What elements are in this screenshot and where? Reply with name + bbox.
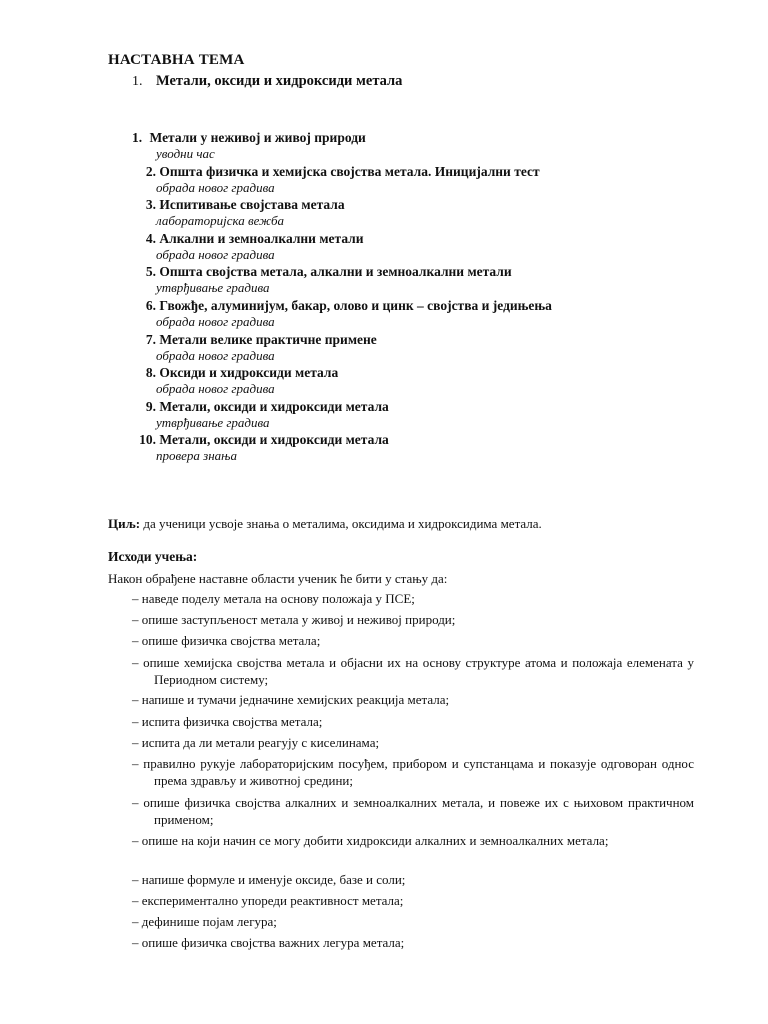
lesson-number: 3. [145, 197, 156, 213]
topic-line [132, 73, 402, 90]
lesson-number: 4. [145, 230, 156, 246]
lesson-title: Метали, оксиди и хидроксиди метала [159, 432, 389, 448]
lesson-title: Алкални и земноалкални метали [159, 230, 364, 246]
outcomes-heading: Исходи учења: [108, 549, 198, 564]
lesson-item [128, 164, 648, 198]
lesson-item [128, 231, 648, 265]
outcome-item: – напише формуле и именује оксиде, базе и соли; [132, 872, 406, 887]
lesson-type: утврђивање градива [156, 280, 270, 296]
goal-line [108, 516, 542, 532]
outcome-item: – опише хемијска својства метала и објасни их на основу структуре атома и положаја елемената у Периодном систему; [132, 655, 694, 687]
lesson-type: обрада новог градива [156, 179, 275, 195]
lesson-number: 9. [145, 398, 156, 414]
lesson-type: обрада новог градива [156, 381, 275, 397]
outcome-item: – опише физичка својства алкалних и земноалкалних метала, и повеже их с њиховом практичном применом; [132, 795, 694, 827]
lesson-type: обрада новог градива [156, 246, 275, 262]
lesson-number: 1. [132, 130, 143, 145]
lesson-title: Општа својства метала, алкални и земноалкални метали [159, 264, 512, 280]
lesson-title: Метали, оксиди и хидроксиди метала [159, 398, 389, 414]
lesson-type: лабораторијска вежба [156, 213, 285, 229]
lesson-item [128, 298, 648, 332]
lesson-item [128, 432, 648, 466]
lesson-number: 5. [145, 264, 156, 280]
outcome-item: – дефинише појам легура; [132, 914, 277, 929]
outcome-item: – правилно рукује лабораторијским посуђем, прибором и супстанцама и показује одговоран однос према здрављу и животној средини; [132, 756, 694, 788]
lesson-number: 2. [145, 163, 156, 179]
outcome-item: – наведе поделу метала на основу положаја у ПСЕ; [132, 591, 415, 606]
lesson-number: 8. [145, 365, 156, 381]
goal-text: да ученици усвоје знања о металима, оксидима и хидроксидима метала. [140, 516, 542, 531]
lesson-item [128, 332, 648, 366]
topic-title: Метали, оксиди и хидроксиди метала [156, 73, 403, 89]
goal-label: Циљ: [108, 516, 141, 531]
outcome-item: – опише физичка својства важних легура метала; [132, 935, 405, 950]
lesson-title: Метали у неживој и живој природи [149, 130, 366, 145]
lesson-item [128, 365, 648, 399]
document-heading: НАСТАВНА ТЕМА [108, 52, 245, 68]
outcomes-intro: Након обрађене наставне области ученик ће бити у стању да: [108, 571, 448, 586]
outcome-item: – опише на који начин се могу добити хидроксиди алкалних и земноалкалних метала; [132, 833, 609, 848]
lesson-number: 7. [145, 331, 156, 347]
lesson-type: уводни час [156, 146, 215, 161]
lesson-item [128, 197, 648, 231]
lesson-title: Испитивање својстава метала [159, 197, 345, 213]
outcome-item: – експериментално упореди реактивност метала; [132, 893, 404, 908]
outcome-item: – опише заступљеност метала у живој и неживој природи; [132, 612, 456, 627]
lesson-title: Општа физичка и хемијска својства метала. Иницијални тест [159, 163, 540, 179]
lesson-title: Гвожђе, алуминијум, бакар, олово и цинк – својства и једињења [159, 297, 552, 313]
lesson-item [128, 264, 648, 298]
lesson-type: провера знања [156, 448, 237, 464]
lesson-number: 10. [139, 432, 156, 448]
lesson-item [128, 399, 648, 433]
outcome-item: – испита да ли метали реагују с киселинама; [132, 735, 380, 750]
lesson-list [128, 130, 648, 466]
lesson-title: Оксиди и хидроксиди метала [159, 365, 339, 381]
topic-number: 1. [132, 74, 143, 89]
outcome-item: – напише и тумачи једначине хемијских реакција метала; [132, 692, 450, 707]
lesson-type: обрада новог градива [156, 313, 275, 329]
lesson-type: обрада новог градива [156, 347, 275, 363]
lesson-number: 6. [145, 297, 156, 313]
lesson-type: утврђивање градива [156, 414, 270, 430]
lesson-title: Метали велике практичне примене [159, 331, 377, 347]
outcome-item: – испита физичка својства метала; [132, 714, 323, 729]
lesson-item [128, 130, 648, 164]
outcome-item: – опише физичка својства метала; [132, 633, 321, 648]
